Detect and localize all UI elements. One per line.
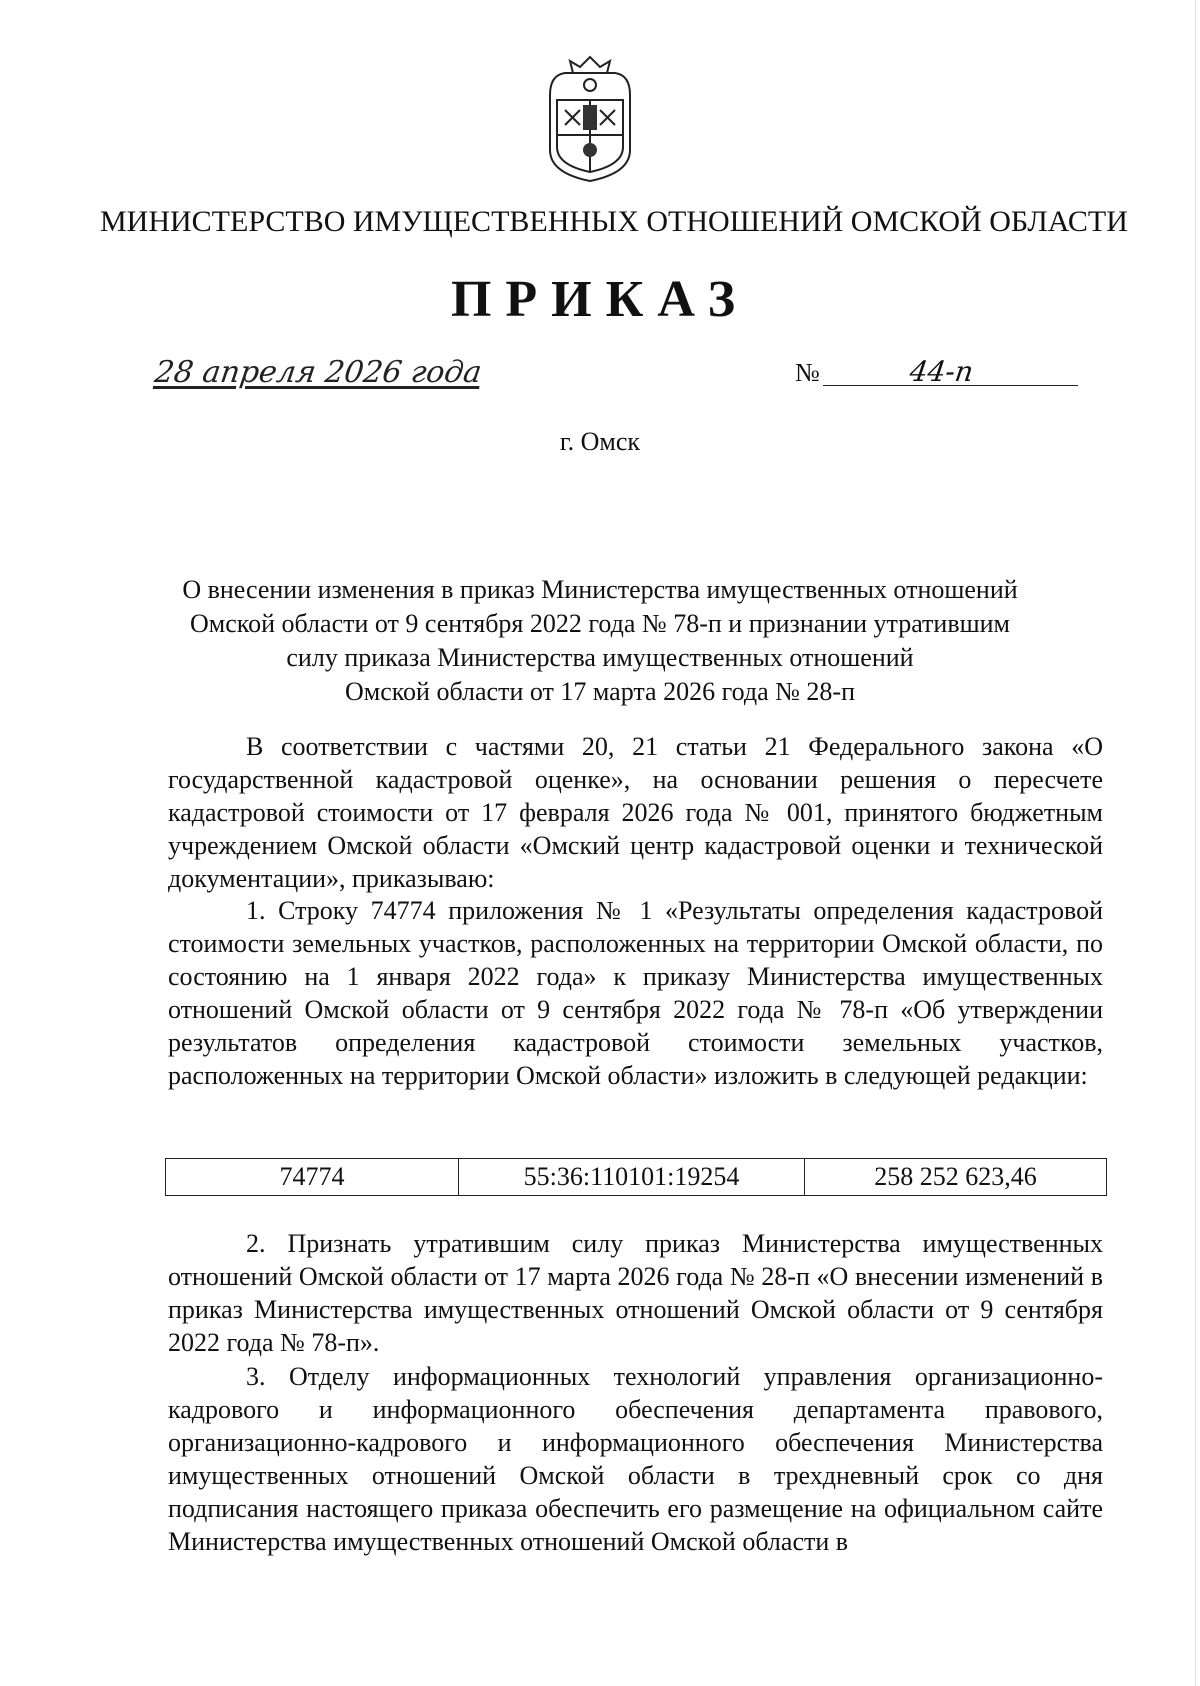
heading-line: Омской области от 17 марта 2026 года № 28-п xyxy=(344,677,856,706)
cadastral-value-cell: 258 252 623,46 xyxy=(874,1162,1037,1191)
cadastral-number-cell: 55:36:110101:19254 xyxy=(459,1159,805,1195)
coat-of-arms-icon xyxy=(535,55,645,185)
document-date: 28 апреля 2026 года xyxy=(152,355,484,390)
number-label: № xyxy=(795,358,820,387)
paragraph-item-3 xyxy=(168,1360,1103,1558)
heading-line: О внесении изменения в приказ Министерства имущественных отношений xyxy=(182,575,1018,604)
cadastral-table-row xyxy=(165,1158,1107,1196)
paragraph-text: 2. Признать утратившим силу приказ Министерства имущественных отношений Омской области от 17 марта 2026 года № 28-п «О внесении изменений в приказ Министерства имущественных отношений Омской области от 9 сентября 2022 года № 78-п». xyxy=(168,1229,1103,1357)
city: г. Омск xyxy=(559,427,641,456)
order-heading xyxy=(160,573,1040,709)
row-number-cell: 74774 xyxy=(166,1159,459,1195)
scan-edge xyxy=(1195,0,1196,1686)
heading-line: силу приказа Министерства имущественных отношений xyxy=(286,643,914,672)
paragraph-item-1 xyxy=(168,894,1103,1092)
paragraph-preamble xyxy=(168,730,1103,895)
paragraph-text: 3. Отделу информационных технологий управления организационно-кадрового и информационного обеспечения департамента правового, организационно-кадрового и информационного обеспечения Министерства имущественных отношений Омской области в трехдневный срок со дня подписания настоящего приказа обеспечить его размещение на официальном сайте Министерства имущественных отношений Омской области в xyxy=(168,1362,1103,1556)
paragraph-item-2 xyxy=(168,1227,1103,1359)
paragraph-text: 1. Строку 74774 приложения № 1 «Результаты определения кадастровой стоимости земельных участков, расположенных на территории Омской области, по состоянию на 1 января 2022 года» к приказу Министерства имущественных отношений Омской области от 9 сентября 2022 года № 78-п «Об утверждении результатов определения кадастровой стоимости земельных участков, расположенных на территории Омской области» изложить в следующей редакции: xyxy=(168,896,1103,1090)
document-number: 44-п xyxy=(907,355,976,388)
paragraph-text: В соответствии с частями 20, 21 статьи 21 Федерального закона «О государственной кадастровой оценке», на основании решения о пересчете кадастровой стоимости от 17 февраля 2026 года № 001, принятого бюджетным учреждением Омской области «Омский центр кадастровой оценки и технической документации», приказываю: xyxy=(168,732,1103,893)
document-title: ПРИКАЗ xyxy=(450,271,750,328)
ministry-name: МИНИСТЕРСТВО ИМУЩЕСТВЕННЫХ ОТНОШЕНИЙ ОМСКОЙ ОБЛАСТИ xyxy=(100,205,1128,238)
heading-line: Омской области от 9 сентября 2022 года № 78-п и признании утратившим xyxy=(189,609,1010,638)
